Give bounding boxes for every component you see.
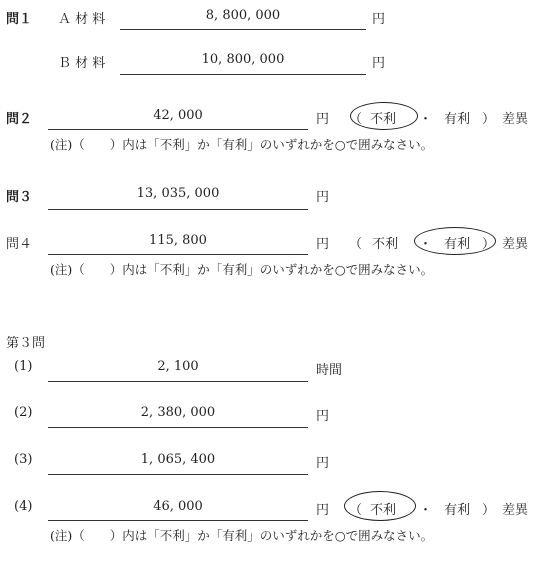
section3-item4-close-paren: ） [482,503,496,518]
section3-item2-num: (2) [14,405,33,420]
q2-separator: ・ [419,112,433,127]
q4-value: 115, 800 [149,233,207,248]
q4-option-favorable: 有利 [444,237,471,252]
q4-close-paren: ） [482,237,496,252]
q2-close-paren: ） [482,112,496,127]
q1-b-value: 10, 800, 000 [201,52,285,67]
q2-answer-line [48,129,308,130]
q2-suffix: 差異 [502,112,529,127]
q4-label: 問４ [6,237,33,252]
section3-item3-num: (3) [14,452,33,467]
section3-item4-option-favorable: 有利 [444,503,471,518]
q4-answer-line [48,254,308,255]
q1-a-label: Ａ 材 料 [58,12,106,27]
section3-item3-unit: 円 [316,456,330,471]
q2-open-paren: （ [349,112,363,127]
section3-item4-suffix: 差異 [502,503,529,518]
q2-note: (注)（ ）内は「不利」か「有利」のいずれかを○で囲みなさい。 [50,137,434,152]
section3-item4-value: 46, 000 [153,499,203,514]
section3-item2-unit: 円 [316,409,330,424]
q1-a-answer-line [120,29,366,30]
section3-item2-value: 2, 380, 000 [140,405,216,420]
q2-value: 42, 000 [153,108,203,123]
section3-item3-value: 1, 065, 400 [140,452,216,467]
section3-item4-open-paren: （ [349,503,363,518]
section3-item4-option-unfavorable: 不利 [370,503,397,518]
q3-value: 13, 035, 000 [136,186,220,201]
section3-item3-answer-line [48,474,308,475]
section3-item1-answer-line [48,381,308,382]
q1-b-unit: 円 [372,56,386,71]
q4-unit: 円 [316,237,330,252]
section3-item1-unit: 時間 [316,363,343,378]
section3-item4-answer-line [48,520,308,521]
section3-item2-answer-line [48,427,308,428]
q1-a-unit: 円 [372,12,386,27]
q4-suffix: 差異 [502,237,529,252]
q4-note: (注)（ ）内は「不利」か「有利」のいずれかを○で囲みなさい。 [50,262,434,277]
section3-note: (注)（ ）内は「不利」か「有利」のいずれかを○で囲みなさい。 [50,528,434,543]
section3-item4-separator: ・ [419,503,433,518]
q1-b-label: Ｂ 材 料 [58,56,106,71]
section3-item1-value: 2, 100 [157,359,199,374]
section3-item4-unit: 円 [316,503,330,518]
section3-item4-num: (4) [14,499,33,514]
q2-label: 問２ [6,112,33,127]
q4-open-paren: （ [349,237,363,252]
q1-label: 問１ [6,12,33,27]
q2-option-unfavorable: 不利 [370,112,397,127]
q2-unit: 円 [316,112,330,127]
q3-answer-line [48,209,308,210]
section3-item1-num: (1) [14,359,33,374]
section3-heading: 第３問 [6,336,46,351]
q3-label: 問３ [6,190,33,205]
q4-option-unfavorable: 不利 [372,237,399,252]
q2-option-favorable: 有利 [444,112,471,127]
q4-separator: ・ [419,237,433,252]
q1-a-value: 8, 800, 000 [205,8,281,23]
q1-b-answer-line [120,74,366,75]
q3-unit: 円 [316,190,330,205]
